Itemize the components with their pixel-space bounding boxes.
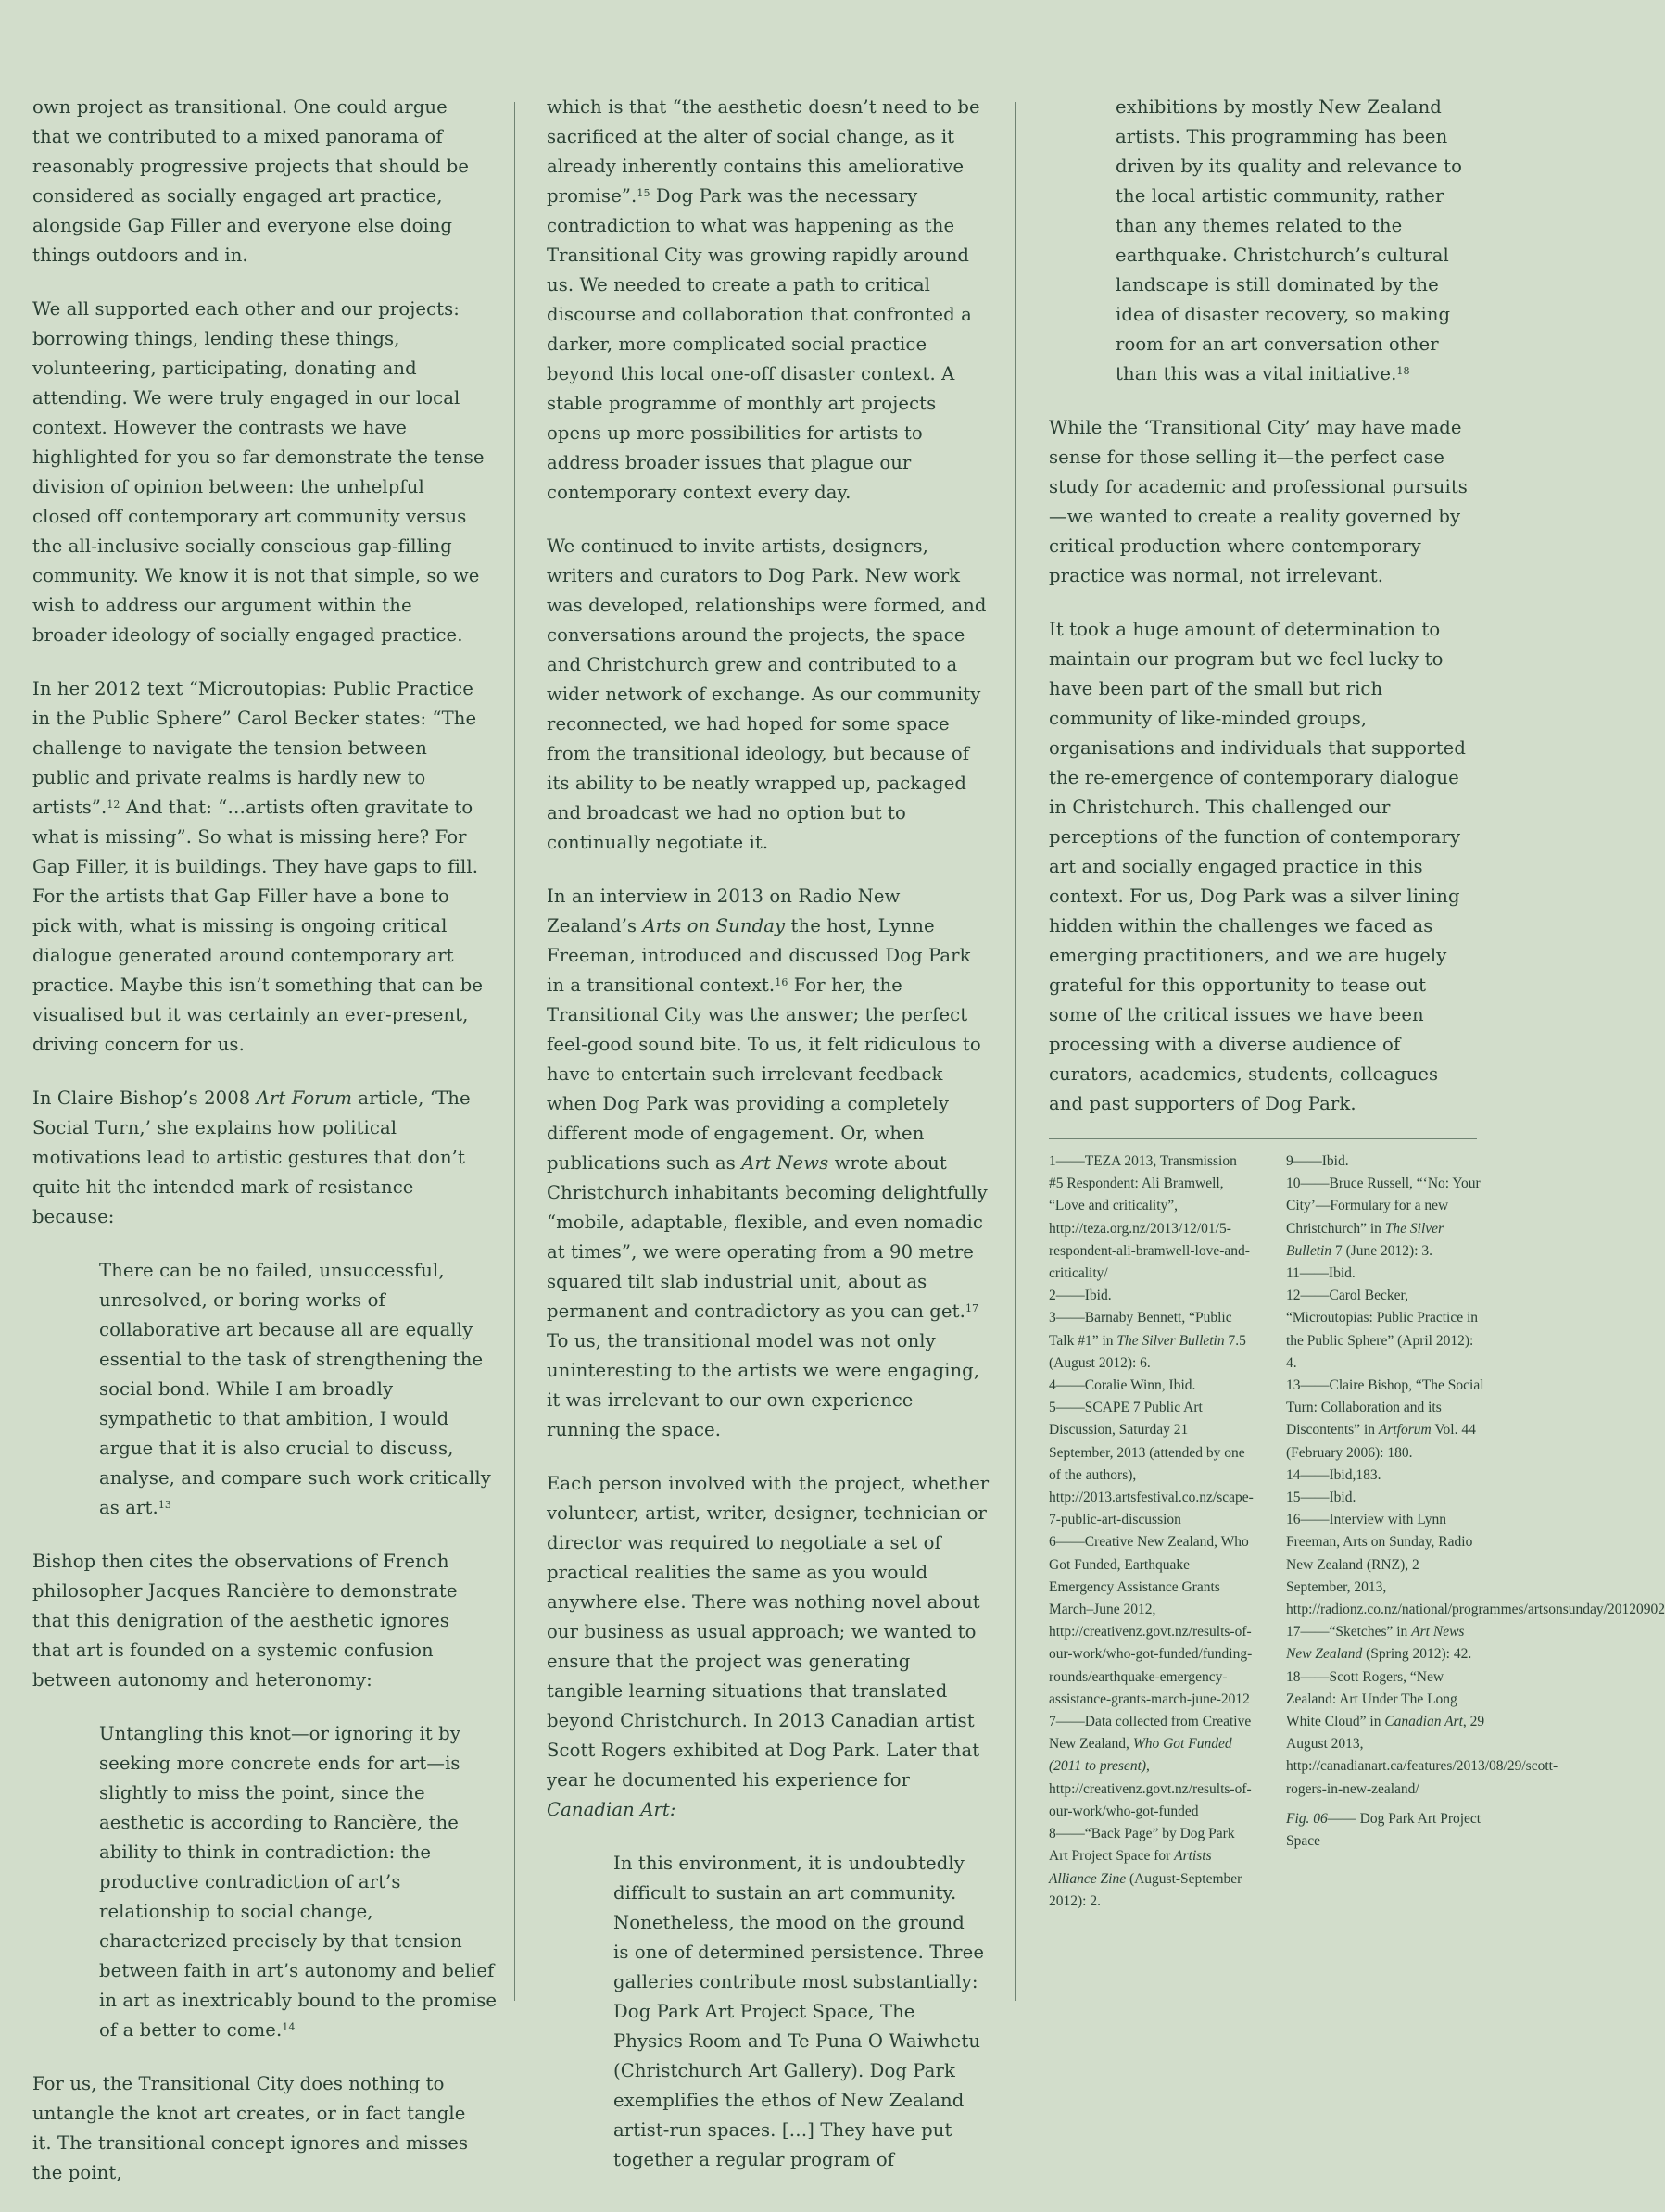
footnote: 15——Ibid.: [1286, 1489, 1356, 1506]
paragraph: own project as transitional. One could argue that we contributed to a mixed panorama of reasonably progressive projects that should be considered as socially engaged art practice, alongside Gap Filler and everyone else doing things outdoors and in.: [32, 96, 470, 266]
paragraph: which is that “the aesthetic doesn’t need to be sacrificed at the alter of social change, as it already inherently contains this ameliorative promise”.$^{15}$ Dog Park was the necessary contradiction to what was happening as the Transitional City was growing rapidly around us. We needed to create a path to critical discourse and collaboration that confronted a darker, more complicated social practice beyond this local one-off disaster context. A stable programme of monthly art projects opens up more possibilities for artists to address broader issues that plague our contemporary context every day.: [547, 96, 980, 503]
publication-title: Art Forum: [256, 1087, 353, 1109]
footnote: 14——Ibid,183.: [1286, 1466, 1381, 1483]
footnote-ref: 14: [282, 2021, 296, 2033]
column-1: [32, 93, 498, 2212]
paragraph: For us, the Transitional City does nothing to untangle the knot art creates, or in fact tangle it. The transitional concept ignores and misses the point,: [32, 2073, 469, 2183]
block-quote: exhibitions by mostly New Zealand artists. This programming has been driven by its quality and relevance to the local artistic community, rather than any themes related to the earthquake. Christchurch’s cultural landscape is still dominated by the idea of disaster recovery, so making room for an art conversation other than this was a vital initiative.$^{18}$: [1116, 96, 1463, 384]
paragraph: It took a huge amount of determination to maintain our program but we feel lucky to have been part of the small but rich community of like-minded groups, organisations and individuals that supported the re-emergence of contemporary dialogue in Christchurch. This challenged our perceptions of the function of contemporary art and socially engaged practice in this context. For us, Dog Park was a silver lining hidden within the challenges we faced as emerging practitioners, and we are hugely grateful for this opportunity to tease out some of the critical issues we have been processing with a diverse audience of curators, academics, students, colleagues and past supporters of Dog Park.: [1049, 619, 1466, 1114]
footnote-ref: 16: [775, 976, 788, 988]
column-3: [1049, 93, 1477, 1143]
publication-title: Arts on Sunday: [642, 915, 786, 936]
paragraph: In an interview in 2013 on Radio New Zealand’s Arts on Sunday the host, Lynne Freeman, introduced and discussed Dog Park in a transitional context.$^{16}$ For her, the Transitional City was the answer; the perfect feel-good sound bite. To us, it felt ridiculous to have to entertain such irrelevant feedback when Dog Park was providing a completely different mode of engagement. Or, when publications such as Art News wrote about Christchurch inhabitants becoming delightfully “mobile, adaptable, flexible, and even nomadic at times”, we were operating from a 90 metre squared tilt slab industrial unit, about as permanent and contradictory as you can get.$^{17}$ To us, the transitional model was not only uninteresting to the artists we were engaging, it was irrelevant to our own experience running the space.: [547, 886, 988, 1440]
paragraph: We continued to invite artists, designers, writers and curators to Dog Park. New work was developed, relationships were formed, and conversations around the projects, the space and Christchurch grew and contributed to a wider network of exchange. As our community reconnected, we had hoped for some space from the transitional ideology, but because of its ability to be neatly wrapped up, packaged and broadcast we had no option but to continually negotiate it.: [547, 535, 987, 853]
footnote: 3——Barnaby Bennett, “Public Talk #1” in The Silver Bulletin 7.5 (August 2012): 6.: [1049, 1310, 1246, 1371]
paragraph: Each person involved with the project, whether volunteer, artist, writer, designer, technician or director was required to negotiate a set of practical realities the same as you would anywhere else. There was nothing novel about our business as usual approach; we wanted to ensure that the project was generating tangible learning situations that translated beyond Christchurch. In 2013 Canadian artist Scott Rogers exhibited at Dog Park. Later that year he documented his experience for Canadian Art:: [547, 1473, 990, 1820]
block-quote: There can be no failed, unsuccessful, unresolved, or boring works of collaborative art because all are equally essential to the task of strengthening the social bond. While I am broadly sympathetic to that ambition, I would argue that it is also crucial to discuss, analyse, and compare such work critically as art.$^{13}$: [99, 1260, 491, 1518]
paragraph: Bishop then cites the observations of French philosopher Jacques Rancière to demonstrate that this denigration of the aesthetic ignores that art is founded on a systemic confusion between autonomy and heteronomy:: [32, 1551, 458, 1690]
footnotes-right: [1286, 1150, 1665, 1853]
footnote: 6——Creative New Zealand, Who Got Funded, Earthquake Emergency Assistance Grants March–June 2012, http://creativenz.govt.nz/results-of-our-work/who-got-funded/funding-rounds/earthquake-emergency-assistance-grants-march-june-2012: [1049, 1534, 1253, 1707]
paragraph: We all supported each other and our projects: borrowing things, lending these things, volunteering, participating, donating and attending. We were truly engaged in our local context. However the contrasts we have highlighted for you so far demonstrate the tense division of opinion between: the unhelpful closed off contemporary art community versus the all-inclusive socially conscious gap-filling community. We know it is not that simple, so we wish to address our argument within the broader ideology of socially engaged practice.: [32, 298, 485, 646]
footnote: 4——Coralie Winn, Ibid.: [1049, 1377, 1196, 1394]
paragraph: In her 2012 text “Microutopias: Public Practice in the Public Sphere” Carol Becker states: “The challenge to navigate the tension between public and private realms is hardly new to artists”.$^{12}$ And that: “…artists often gravitate to what is missing”. So what is missing here? For Gap Filler, it is buildings. They have gaps to fill. For the artists that Gap Filler have a bone to pick with, what is missing is ongoing critical dialogue generated around contemporary art practice. Maybe this isn’t something that can be visualised but it was certainly an ever-present, driving concern for us.: [32, 678, 484, 1055]
footnote-ref: 18: [1396, 365, 1410, 377]
footnote: 13——Claire Bishop, “The Social Turn: Collaboration and its Discontents” in Artforum Vol. 44 (February 2006): 180.: [1286, 1377, 1484, 1461]
footnote: 7——Data collected from Creative New Zealand, Who Got Funded (2011 to present), http://creativenz.govt.nz/results-of-our-work/who-got-funded: [1049, 1714, 1252, 1819]
footnote: 2——Ibid.: [1049, 1288, 1112, 1304]
paragraph: While the ‘Transitional City’ may have made sense for those selling it—the perfect case study for academic and professional pursuits—we wanted to create a reality governed by critical production where contemporary practice was normal, not irrelevant.: [1049, 417, 1468, 586]
footnote-ref: 13: [158, 1499, 172, 1511]
footnotes-left: [1049, 1150, 1255, 1913]
footnote-ref: 17: [965, 1302, 979, 1314]
footnote: 10——Bruce Russell, “‘No: Your City’—Formulary for a new Christchurch” in The Silver Bulletin 7 (June 2012): 3.: [1286, 1175, 1481, 1259]
footnote: 12——Carol Becker, “Microutopias: Public Practice in the Public Sphere” (April 2012): 4.: [1286, 1288, 1479, 1371]
column-2: [547, 93, 991, 2199]
footnote: 17——“Sketches” in Art News New Zealand (Spring 2012): 42.: [1286, 1624, 1472, 1663]
block-quote: In this environment, it is undoubtedly difficult to sustain an art community. Nonetheless, the mood on the ground is one of determined persistence. Three galleries contribute most substantially: Dog Park Art Project Space, The Physics Room and Te Puna O Waiwhetu (Christchurch Art Gallery). Dog Park exemplifies the ethos of New Zealand artist-run spaces. […] They have put together a regular program of: [613, 1853, 985, 2170]
footnote: 5——SCAPE 7 Public Art Discussion, Saturday 21 September, 2013 (attended by one of the authors), http://2013.artsfestival.co.nz/scape-7-public-art-discussion: [1049, 1400, 1254, 1528]
figure-caption: Fig. 06—— Dog Park Art Project Space: [1286, 1810, 1482, 1850]
footnote-ref: 15: [637, 187, 650, 199]
block-quote: Untangling this knot—or ignoring it by seeking more concrete ends for art—is slightly to miss the point, since the aesthetic is according to Rancière, the ability to think in contradiction: the productive contradiction of art’s relationship to social change, characterized precisely by that tension between faith in art’s autonomy and belief in art as inextricably bound to the promise of a better to come.$^{14}$: [99, 1723, 498, 2041]
paragraph: In Claire Bishop’s 2008 Art Forum article, ‘The Social Turn,’ she explains how political motivations lead to artistic gestures that don’t quite hit the intended mark of resistance because:: [32, 1087, 471, 1227]
column-divider: [1015, 102, 1016, 2001]
footnote: 8——“Back Page” by Dog Park Art Project Space for Artists Alliance Zine (August-September 2012): 2.: [1049, 1826, 1242, 1909]
footnote: 16——Interview with Lynn Freeman, Arts on Sunday, Radio New Zealand (RNZ), 2 September, 2013, http://radionz.co.nz/national/programmes/artsonsunday/20120902: [1286, 1512, 1665, 1618]
footnote: 11——Ibid.: [1286, 1265, 1356, 1282]
column-divider: [514, 102, 515, 2001]
footnote: 9——Ibid.: [1286, 1153, 1349, 1169]
footnote: 1——TEZA 2013, Transmission #5 Respondent: Ali Bramwell, “Love and criticality”, http://teza.org.nz/2013/12/01/5-respondent-ali-bramwell-love-and-criticality/: [1049, 1153, 1250, 1282]
figure-label: Fig. 06: [1286, 1810, 1328, 1827]
footnote: 18——Scott Rogers, “New Zealand: Art Under The Long White Cloud” in Canadian Art, 29 August 2013, http://canadianart.ca/features/2013/08/29/scott-rogers-in-new-zealand/: [1286, 1668, 1558, 1797]
footnote-ref: 12: [107, 798, 120, 811]
notes-divider: [1049, 1138, 1477, 1139]
publication-title: Art News: [741, 1152, 829, 1174]
publication-title: Canadian Art:: [547, 1799, 676, 1820]
